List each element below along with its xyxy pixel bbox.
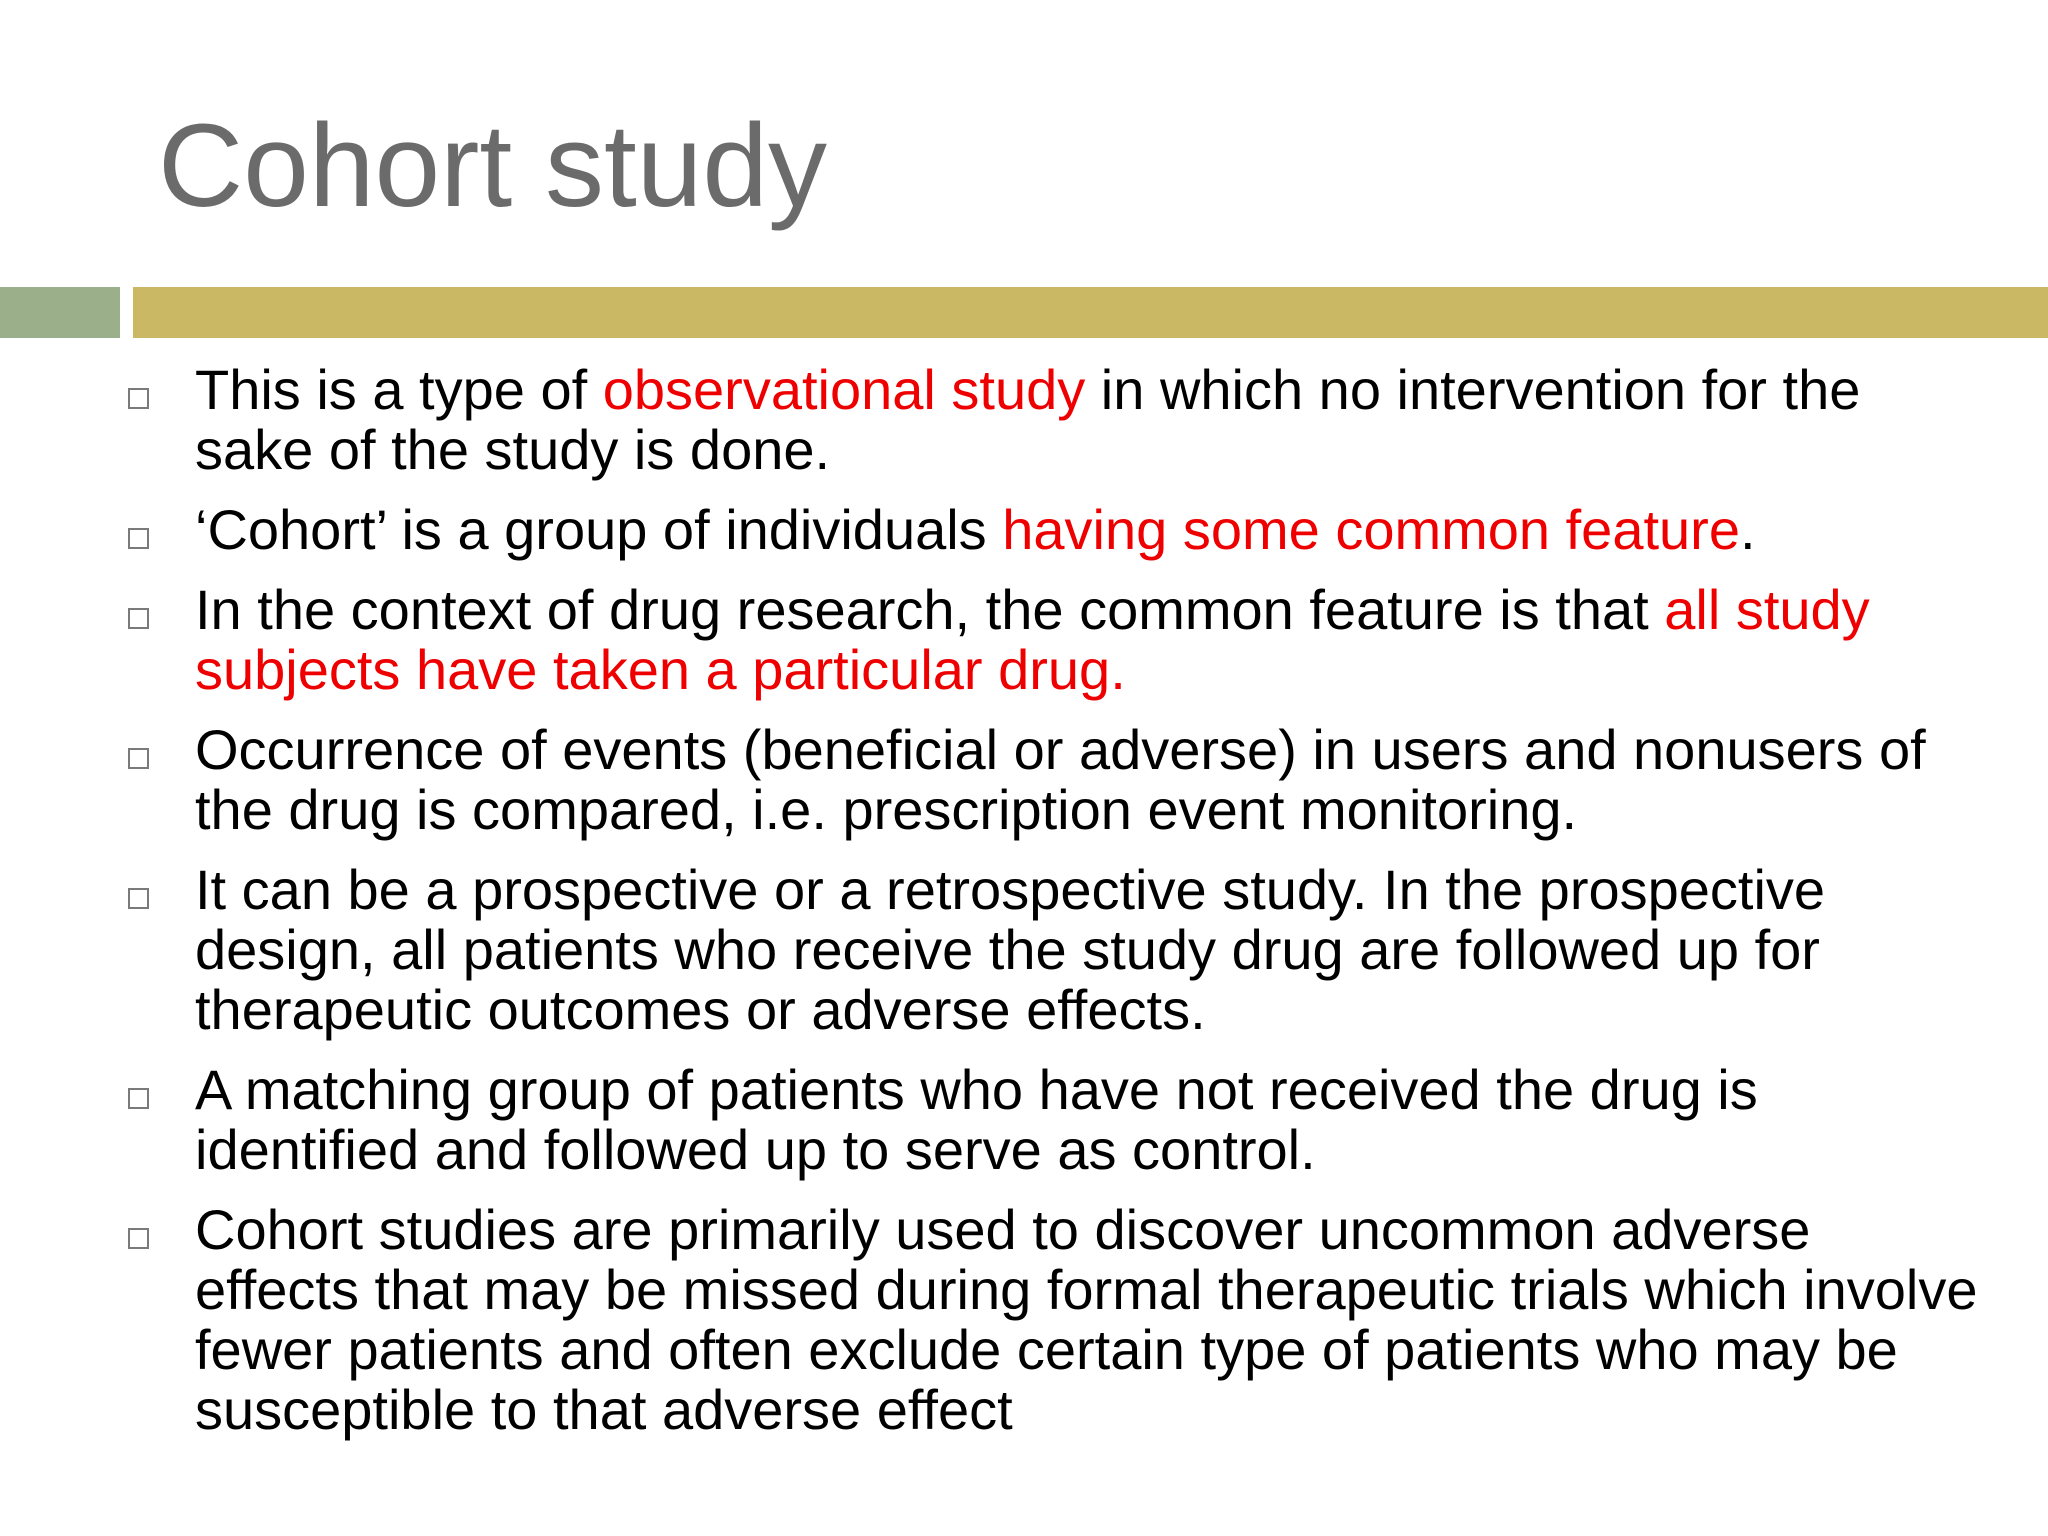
bullet-text: A matching group of patients who have not received the drug is identified and followed up to serve as control. bbox=[195, 1058, 1758, 1181]
bullet-text: Occurrence of events (beneficial or adverse) in users and nonusers of the drug is compared, i.e. prescription event monitoring. bbox=[195, 718, 1926, 841]
bullet-text-part: in which no intervention for the sake of the study is done. bbox=[195, 358, 1861, 481]
bullet-item bbox=[0, 1200, 2048, 1440]
bullet-item bbox=[0, 720, 2048, 840]
bullet-text: It can be a prospective or a retrospective study. In the prospective design, all patients who receive the study drug are followed up for therapeutic outcomes or adverse effects. bbox=[195, 858, 1826, 1041]
highlighted-text: all study subjects have taken a particular drug. bbox=[195, 578, 1870, 701]
bullet-item bbox=[0, 1060, 2048, 1180]
square-bullet-icon bbox=[128, 528, 149, 549]
bullet-text-part: . bbox=[1739, 498, 1756, 561]
square-bullet-icon bbox=[128, 748, 149, 769]
bullet-text: Cohort studies are primarily used to discover uncommon adverse effects that may be missed during formal therapeutic trials which involve fewer patients and often exclude certain type of patients who may be susceptible to that adverse effect bbox=[195, 1198, 1978, 1441]
bullet-text bbox=[195, 358, 1860, 481]
bullet-text-part: This is a type of bbox=[195, 358, 603, 421]
bullet-list bbox=[0, 360, 2048, 1460]
bullet-item bbox=[0, 500, 2048, 560]
bullet-item bbox=[0, 860, 2048, 1040]
square-bullet-icon bbox=[128, 888, 149, 909]
bullet-item bbox=[0, 360, 2048, 480]
bullet-item bbox=[0, 580, 2048, 700]
square-bullet-icon bbox=[128, 1088, 149, 1109]
square-bullet-icon bbox=[128, 1228, 149, 1249]
slide-title: Cohort study bbox=[158, 100, 827, 232]
highlighted-text: having some common feature bbox=[1002, 498, 1740, 561]
highlighted-text: observational study bbox=[602, 358, 1086, 421]
bullet-text-part: ‘Cohort’ is a group of individuals bbox=[195, 498, 1003, 561]
bullet-text bbox=[195, 498, 1756, 561]
bullet-text-part: In the context of drug research, the common feature is that bbox=[195, 578, 1665, 641]
title-rule-right bbox=[133, 287, 2048, 338]
bullet-text bbox=[195, 578, 1870, 701]
title-rule-left bbox=[0, 287, 120, 338]
square-bullet-icon bbox=[128, 388, 149, 409]
square-bullet-icon bbox=[128, 608, 149, 629]
